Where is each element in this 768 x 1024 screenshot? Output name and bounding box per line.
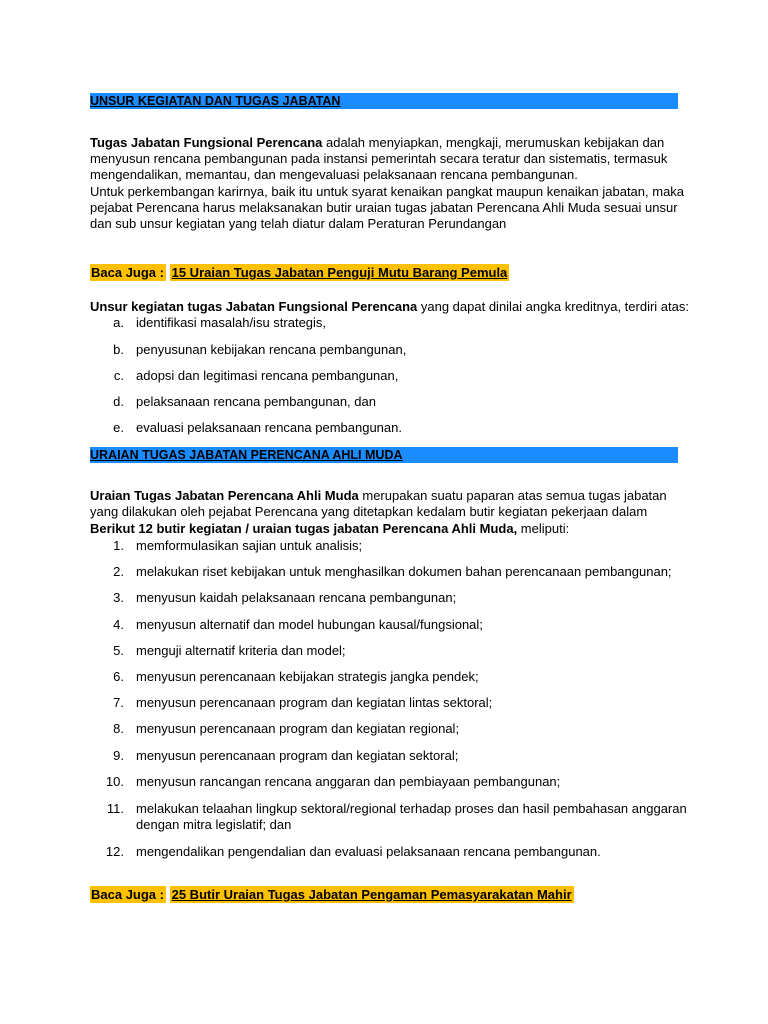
baca-juga-label: Baca Juga : [91, 887, 164, 902]
list-item-text: menyusun perencanaan program dan kegiatan lintas sektoral; [136, 695, 493, 710]
list-marker: d. [113, 394, 124, 409]
section-heading-unsur: UNSUR KEGIATAN DAN TUGAS JABATAN [90, 93, 678, 109]
list-item-text: menyusun perencanaan program dan kegiatan sektoral; [136, 748, 459, 763]
list-marker: 3. [113, 590, 124, 605]
baca-juga-link-1[interactable]: 15 Uraian Tugas Jabatan Penguji Mutu Barang Pemula [171, 265, 508, 280]
list-marker: 6. [113, 669, 124, 684]
list-item-text: melakukan telaahan lingkup sektoral/regional terhadap proses dan hasil pembahasan anggaran dengan mitra legislatif; dan [136, 801, 687, 832]
list-item-text: mengendalikan pengendalian dan evaluasi pelaksanaan rencana pembangunan. [136, 844, 601, 859]
list-item-text: menyusun perencanaan kebijakan strategis jangka pendek; [136, 669, 479, 684]
intro-bold: Tugas Jabatan Fungsional Perencana [90, 135, 323, 150]
list-item-text: melakukan riset kebijakan untuk menghasilkan dokumen bahan perencanaan pembangunan; [136, 564, 672, 579]
list-marker: 1. [113, 538, 124, 553]
uraian-paragraph [90, 488, 690, 520]
list-marker: a. [113, 315, 124, 330]
uraian-text-2: meliputi: [517, 521, 570, 536]
baca-juga-1 [90, 264, 509, 282]
list-marker: 4. [113, 617, 124, 632]
list-marker: 12. [105, 844, 124, 859]
list-item-text: penyusunan kebijakan rencana pembangunan, [136, 342, 407, 357]
list-marker: 11. [106, 801, 124, 816]
list-item-text: menyusun kaidah pelaksanaan rencana pembangunan; [136, 590, 457, 605]
section-heading-uraian: URAIAN TUGAS JABATAN PERENCANA AHLI MUDA [90, 447, 678, 463]
baca-juga-link-2[interactable]: 25 Butir Uraian Tugas Jabatan Pengaman Pemasyarakatan Mahir [171, 887, 572, 902]
list-marker: b. [113, 342, 124, 357]
intro-paragraph [90, 135, 690, 183]
list-item-text: menyusun alternatif dan model hubungan kausal/fungsional; [136, 617, 483, 632]
list-marker: e. [113, 420, 124, 435]
list-item-text: menyusun rancangan rencana anggaran dan pembiayaan pembangunan; [136, 774, 561, 789]
intro-text: adalah menyiapkan, mengkaji, merumuskan kebijakan dan menyusun rencana pembangunan pada instansi pemerintah secara teratur dan sistematis, termasuk mengendalikan, memantau, dan mengevaluasi pelaksanaan rencana pembangunan. [90, 135, 668, 182]
career-paragraph: Untuk perkembangan karirnya, baik itu untuk syarat kenaikan pangkat maupun kenaikan jabatan, maka pejabat Perencana harus melaksanakan butir uraian tugas jabatan Perencana Ahli Muda sesuai unsur dan sub unsur kegiatan yang telah diatur dalam Peraturan Perundangan [90, 184, 685, 231]
uraian-text: merupakan suatu paparan atas semua tugas jabatan yang dilakukan oleh pejabat Perencana yang ditetapkan kedalam butir kegiatan pekerjaan dalam [90, 488, 667, 519]
list-item-text: menguji alternatif kriteria dan model; [136, 643, 346, 658]
baca-juga-2 [90, 886, 574, 904]
list-item-text: identifikasi masalah/isu strategis, [136, 315, 327, 330]
list-marker: 7. [113, 695, 124, 710]
list-marker: c. [113, 368, 124, 383]
list-item-text: pelaksanaan rencana pembangunan, dan [136, 394, 376, 409]
baca-juga-label: Baca Juga : [91, 265, 164, 280]
list-marker: 10. [105, 774, 124, 789]
unsur-text: yang dapat dinilai angka kreditnya, terdiri atas: [417, 299, 689, 314]
uraian-bold: Uraian Tugas Jabatan Perencana Ahli Muda [90, 488, 359, 503]
unsur-bold: Unsur kegiatan tugas Jabatan Fungsional Perencana [90, 299, 418, 314]
unsur-intro [90, 299, 690, 315]
list-item-text: evaluasi pelaksanaan rencana pembangunan. [136, 420, 402, 435]
uraian-list-intro [90, 521, 690, 537]
list-marker: 8. [113, 721, 124, 736]
list-item-text: menyusun perencanaan program dan kegiatan regional; [136, 721, 460, 736]
list-marker: 2. [113, 564, 124, 579]
list-item-text: adopsi dan legitimasi rencana pembangunan, [136, 368, 399, 383]
list-item-text: memformulasikan sajian untuk analisis; [136, 538, 363, 553]
list-marker: 9. [113, 748, 124, 763]
uraian-bold-2: Berikut 12 butir kegiatan / uraian tugas jabatan Perencana Ahli Muda, [90, 521, 518, 536]
list-marker: 5. [113, 643, 124, 658]
